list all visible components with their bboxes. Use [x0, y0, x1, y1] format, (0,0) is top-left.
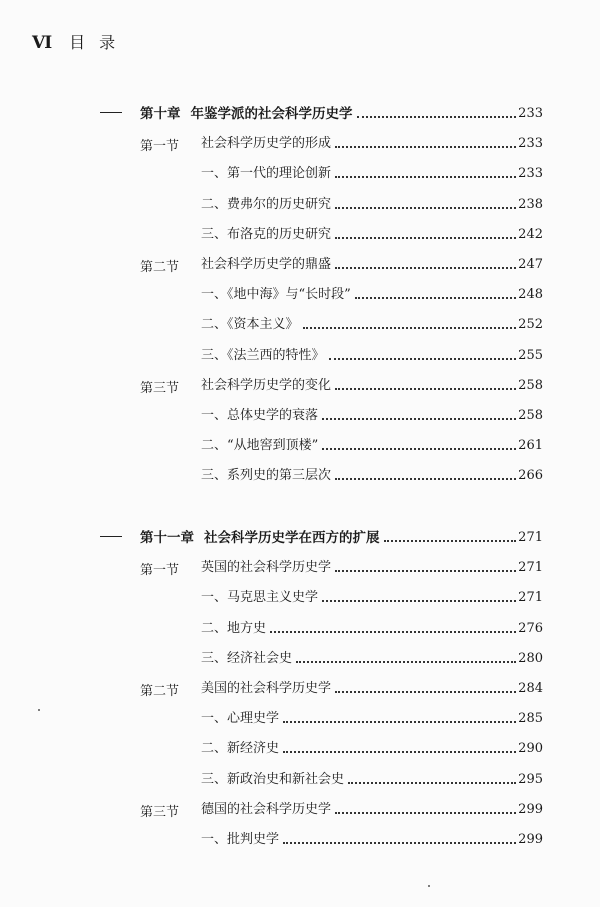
page-number: 299	[518, 832, 543, 847]
section-number: 第一节	[140, 563, 180, 579]
subsection-title: 三、系列史的第三层次	[201, 468, 332, 484]
dot-leader	[322, 448, 516, 450]
page-number: 280	[518, 650, 543, 666]
dot-leader	[335, 176, 516, 178]
subsection-entry	[201, 194, 543, 214]
dot-leader	[335, 267, 516, 269]
section-entry	[201, 133, 543, 153]
subsection-entry	[201, 829, 543, 849]
page-number: 238	[518, 196, 543, 212]
subsection-entry	[201, 345, 543, 365]
page-number: 284	[518, 681, 543, 696]
chapter-dash	[100, 112, 122, 113]
dot-leader	[335, 207, 516, 209]
subsection-title: 一、批判史学	[201, 832, 280, 847]
page-number: 271	[518, 560, 543, 576]
section-entry	[201, 799, 543, 819]
dot-leader	[303, 327, 517, 329]
page-number: 233	[518, 166, 543, 182]
subsection-title: 二、新经济史	[201, 741, 280, 757]
subsection-title: 三、《法兰西的特性》	[201, 347, 325, 363]
page-number: 295	[518, 771, 543, 787]
subsection-title: 一、《地中海》与“长时段”	[201, 287, 351, 303]
page-number: 285	[518, 711, 543, 727]
page-number: 299	[518, 801, 543, 817]
chapter-number: 第十章	[140, 106, 181, 122]
section-entry	[201, 678, 543, 698]
page-number: 290	[518, 741, 543, 757]
subsection-title: 三、布洛克的历史研究	[201, 226, 332, 242]
running-header	[32, 30, 129, 53]
header-page-number: VI	[32, 33, 52, 53]
page-number: 258	[518, 377, 543, 393]
subsection-title: 二、“从地窖到顶楼”	[201, 438, 319, 454]
section-number: 第三节	[140, 804, 180, 820]
subsection-entry	[201, 618, 543, 638]
page-number: 271	[518, 590, 543, 606]
subsection-title: 一、总体史学的衰落	[201, 408, 319, 423]
section-title: 社会科学历史学的鼎盛	[201, 257, 332, 272]
subsection-entry	[201, 405, 543, 425]
chapter-label	[140, 105, 357, 123]
page-number: 255	[518, 347, 543, 363]
section-number: 第二节	[140, 260, 180, 275]
dot-leader	[335, 237, 516, 239]
chapter-number: 第十一章	[140, 530, 194, 546]
section-number: 第三节	[140, 380, 180, 396]
subsection-entry	[201, 163, 543, 183]
section-number: 第二节	[140, 684, 180, 699]
dot-leader	[283, 842, 516, 844]
subsection-entry	[201, 314, 543, 334]
dot-leader	[335, 812, 516, 814]
dot-leader	[348, 782, 516, 784]
subsection-entry	[201, 708, 543, 728]
dot-leader	[322, 600, 516, 602]
subsection-title: 二、《资本主义》	[201, 317, 299, 333]
section-entry	[201, 254, 543, 274]
section-number: 第一节	[140, 139, 180, 155]
dot-leader	[270, 631, 516, 633]
subsection-title: 三、新政治史和新社会史	[201, 771, 345, 787]
scan-speck	[38, 709, 40, 711]
subsection-entry	[201, 224, 543, 244]
chapter-dash	[100, 536, 122, 537]
dot-leader	[355, 297, 516, 299]
subsection-entry	[201, 435, 543, 455]
chapter-entry	[140, 527, 543, 547]
dot-leader	[296, 661, 516, 663]
page-number: 247	[518, 257, 543, 272]
dot-leader	[329, 358, 517, 360]
section-title: 美国的社会科学历史学	[201, 681, 332, 696]
section-title: 英国的社会科学历史学	[201, 560, 332, 576]
page-number: 276	[518, 620, 543, 636]
dot-leader	[335, 388, 516, 390]
dot-leader	[322, 418, 516, 420]
subsection-title: 一、心理史学	[201, 711, 280, 727]
section-title: 社会科学历史学的变化	[201, 377, 332, 393]
dot-leader	[335, 146, 516, 148]
subsection-title: 二、地方史	[201, 620, 267, 636]
page-number: 248	[518, 287, 543, 303]
subsection-entry	[201, 465, 543, 485]
dot-leader	[357, 116, 517, 118]
section-title: 社会科学历史学的形成	[201, 136, 332, 152]
dot-leader	[283, 751, 516, 753]
page-number: 233	[518, 106, 543, 121]
dot-leader	[283, 721, 516, 723]
subsection-entry	[201, 738, 543, 758]
page-number: 271	[518, 530, 543, 545]
section-title: 德国的社会科学历史学	[201, 801, 332, 817]
dot-leader	[384, 540, 517, 542]
page-number: 242	[518, 226, 543, 242]
page-number: 233	[518, 136, 543, 152]
dot-leader	[335, 570, 516, 572]
scan-speck	[428, 885, 430, 887]
section-entry	[201, 375, 543, 395]
chapter-title: 社会科学历史学在西方的扩展	[204, 530, 380, 546]
subsection-title: 一、马克思主义史学	[201, 590, 319, 606]
header-title: 目录	[69, 33, 130, 52]
subsection-title: 一、第一代的理论创新	[201, 166, 332, 182]
chapter-entry	[140, 103, 543, 123]
chapter-title: 年鉴学派的社会科学历史学	[190, 106, 353, 122]
page-number: 266	[518, 468, 543, 484]
subsection-entry	[201, 648, 543, 668]
dot-leader	[335, 478, 516, 480]
page-number: 258	[518, 408, 543, 423]
subsection-entry	[201, 284, 543, 304]
subsection-entry	[201, 587, 543, 607]
chapter-label	[140, 529, 384, 547]
subsection-title: 二、费弗尔的历史研究	[201, 196, 332, 212]
section-entry	[201, 557, 543, 577]
page-number: 261	[518, 438, 543, 454]
dot-leader	[335, 691, 516, 693]
subsection-entry	[201, 769, 543, 789]
subsection-title: 三、经济社会史	[201, 650, 293, 666]
page-number: 252	[518, 317, 543, 333]
